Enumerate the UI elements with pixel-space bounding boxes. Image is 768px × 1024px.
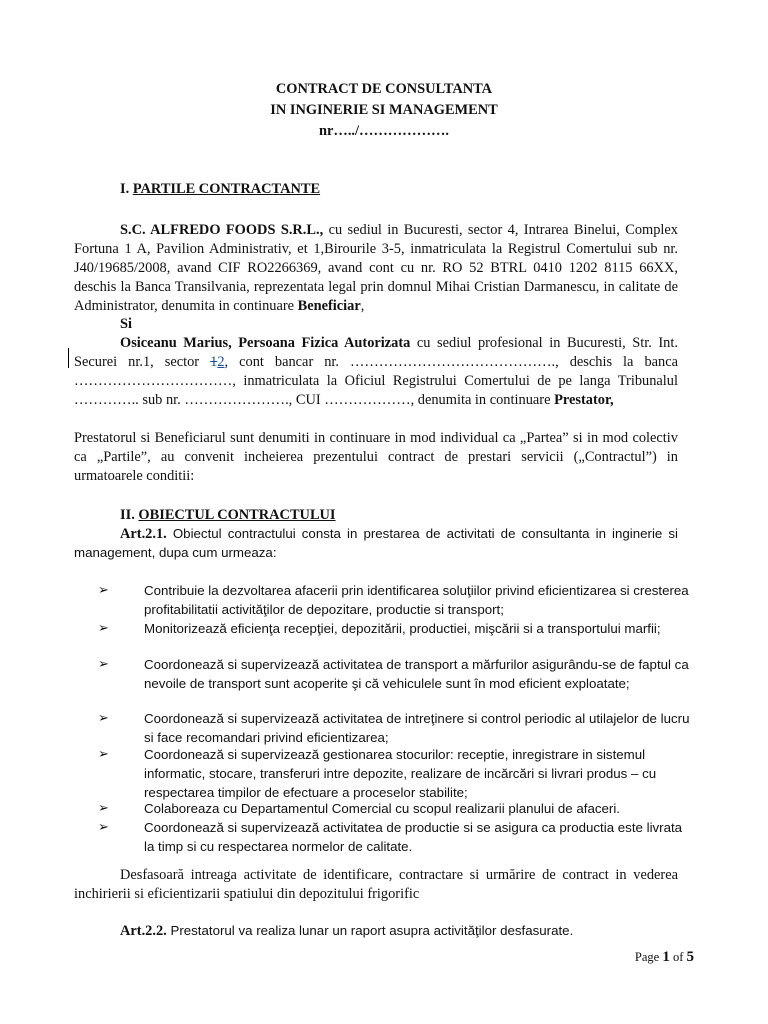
section-1-number: I. — [120, 181, 130, 197]
prestator-details-a: cu sediul profesional in Bucuresti, Str. Int. Securei nr.1, sector — [74, 335, 678, 370]
prestator-details-b: , cont bancar nr. ……………………………………., deschis la banca ……………………………, inmatriculata la Oficiul Registrului Comertului de pe langa Tribunalul ………….. sub nr. …………………., CUI ………………, denumita in continuare — [74, 353, 678, 408]
arrow-bullet-icon: ➢ — [98, 583, 109, 598]
art-2-2-text: Prestatorul va realiza lunar un raport asupra activităţilor desfasurate. — [166, 923, 574, 938]
beneficiar-name: S.C. ALFREDO FOODS S.R.L., — [120, 222, 324, 238]
list-item-text: Coordonează si supervizează activitatea de intreţinere si control periodic al utilajelor de lucru si face recomandari privind eficientizarea; — [144, 711, 690, 745]
arrow-bullet-icon: ➢ — [98, 621, 109, 636]
of-word: of — [672, 950, 684, 964]
arrow-bullet-icon: ➢ — [98, 657, 109, 672]
beneficiar-paragraph — [74, 221, 678, 316]
arrow-bullet-icon: ➢ — [98, 711, 109, 726]
prestator-role: Prestator, — [554, 391, 614, 408]
list-item-text: Colaboreaza cu Departamentul Comercial cu scopul realizarii planului de afaceri. — [144, 801, 620, 816]
list-item-text: Coordonează si supervizează activitatea de transport a mărfurilor asigurându-se de faptul ca nevoile de transport sunt acoperite şi că vehiculele sunt în mod eficient exploatate; — [144, 657, 689, 691]
art-2-1-label: Art.2.1. — [120, 526, 167, 542]
tracked-deletion[interactable]: 1 — [210, 353, 218, 370]
prestator-paragraph[interactable] — [74, 334, 678, 410]
list-item-text: Coordonează si supervizează gestionarea stocurilor: receptie, inregistrare in sistemul informatic, stocare, transferuri intre depozite, realizare de incărcări si livrari produs – cu respectarea timpilor de efectuare a proceselor stabilite; — [144, 747, 657, 800]
arrow-bullet-icon: ➢ — [98, 820, 109, 835]
list-item-text: Monitorizează eficienţa recepţiei, depozitării, productiei, mişcării si a transportului marfii; — [144, 621, 661, 636]
beneficiar-comma: , — [360, 297, 365, 314]
page-number-footer — [635, 948, 694, 967]
parties-paragraph: Prestatorul si Beneficiarul sunt denumiti in continuare in mod individual ca „Partea” si in mod colectiv ca „Partile”, au convenit incheierea prezentului contract de prestari servicii („Contractul”) in urmatoarele conditii: — [74, 430, 678, 484]
section-2-title: OBIECTUL CONTRACTULUI — [138, 507, 336, 523]
contract-number-line: nr…../………………. — [319, 123, 449, 139]
tracked-insertion[interactable]: 2 — [217, 353, 225, 370]
art-2-1-text: Obiectul contractului consta in prestarea de activitati de consultanta in inginerie si management, dupa cum urmeaza: — [74, 526, 678, 560]
arrow-bullet-icon: ➢ — [98, 747, 109, 762]
section-1-title: PARTILE CONTRACTANTE — [132, 181, 321, 197]
art-2-2-paragraph — [74, 922, 678, 941]
text-cursor — [68, 348, 69, 368]
art-2-1-paragraph — [74, 525, 678, 563]
section-2-number: II. — [120, 507, 135, 523]
arrow-bullet-icon: ➢ — [98, 801, 109, 816]
art-2-2-label: Art.2.2. — [120, 923, 167, 939]
list-item-text: Contribuie la dezvoltarea afacerii prin identificarea soluţiilor privind eficientizarea si cresterea profitabilitatii activităţilor de depozitare, productie si transport; — [144, 583, 689, 617]
list-item-text: Coordonează si supervizează activitatea de productie si se asigura ca productia este livrata la timp si cu respectarea normelor de calitate. — [144, 820, 683, 854]
si-label: Si — [120, 316, 133, 332]
current-page: 1 — [662, 949, 670, 965]
contract-title-line-1: CONTRACT DE CONSULTANTA — [275, 81, 493, 97]
prestator-name: Osiceanu Marius, Persoana Fizica Autorizata — [120, 335, 411, 351]
beneficiar-role: Beneficiar — [297, 297, 361, 314]
section-1-heading — [120, 180, 320, 199]
contract-title-line-2: IN INGINERIE SI MANAGEMENT — [270, 102, 498, 118]
desfasoara-paragraph: Desfasoară intreaga activitate de identificare, contractare si urmărire de contract in vederea inchirierii si eficientizarii spatiului din depozitului frigorific — [74, 867, 678, 902]
section-2-heading — [120, 506, 336, 525]
total-pages: 5 — [686, 949, 694, 965]
page-word: Page — [634, 950, 660, 964]
beneficiar-details: cu sediul in Bucuresti, sector 4, Intrarea Binelui, Complex Fortuna 1 A, Pavilion Administrativ, et 1,Birourile 3-5, inmatriculata la Registrul Comertului sub nr. J40/19685/2008, avand CIF RO2266369, avand cont cu nr. RO 52 BTRL 0410 1202 8115 66XX, deschis la Banca Transilvania, reprezentata legal prin domnul Mihai Cristian Darmanescu, in calitate de Administrator, denumita in continuare — [74, 222, 678, 314]
